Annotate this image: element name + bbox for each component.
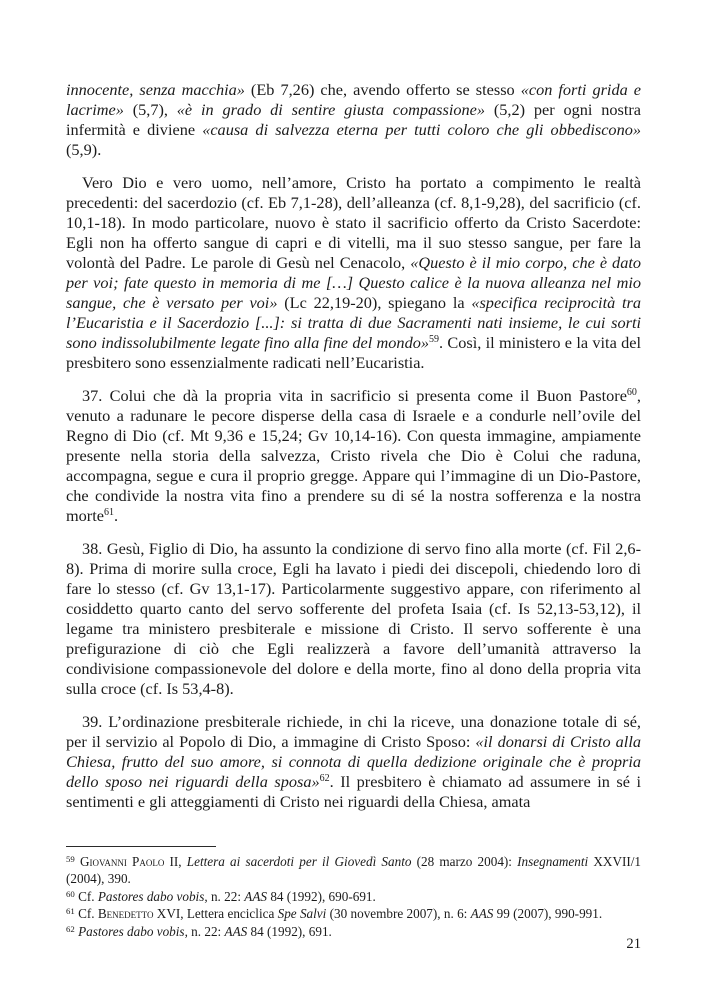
footnote-59 (66, 853, 641, 888)
italic-text-run: Lettera ai sacerdoti per il Giovedì Santo (186, 854, 412, 869)
text-run: XVI, Lettera enciclica (153, 906, 278, 922)
paragraph-continuation (66, 80, 641, 160)
text-run: Cf. (74, 906, 98, 922)
italic-text-run: «il donarsi di Cristo alla Chiesa, frutto del suo amore, si connota di quella dedizione originale che è propria dello sposo nei riguardi della sposa» (66, 732, 641, 791)
paragraph-39 (66, 712, 641, 812)
italic-text-run: AAS (470, 906, 494, 922)
text-run: 84 (1992), 690-691. (267, 888, 376, 904)
text-run: (30 novembre 2007), n. 6: (326, 906, 471, 922)
text-run: , n. 22: (204, 888, 245, 904)
footnote-62 (66, 923, 641, 940)
footnote-separator (66, 846, 216, 847)
italic-text-run: Insegnamenti (517, 854, 589, 869)
document-body (66, 80, 641, 825)
text-run: XXVII/1 (2004), 390. (66, 854, 642, 887)
text-run: 39. L’ordinazione presbiterale richiede, in chi la riceve, una donazione totale di sé, per il servizio al Popolo di Dio, a immagine di Cristo Sposo: (66, 712, 641, 751)
italic-text-run: AAS (244, 888, 268, 904)
text-run: 37. Colui che dà la propria vita in sacrificio si presenta come il Buon Pastore (82, 386, 627, 405)
text-run: . Il presbitero è chiamato ad assumere in sé i sentimenti e gli atteggiamenti di Cristo nei riguardi della Chiesa, amata (66, 772, 641, 811)
paragraph-38 (66, 539, 641, 699)
text-run: (5,2) per ogni nostra infermità e diviene (66, 100, 642, 139)
text-run: 38. Gesù, Figlio di Dio, ha assunto la condizione di servo fino alla morte (cf. Fil 2,6-8). Prima di morire sulla croce, Egli ha lavato i piedi dei discepoli, chiedendo loro di fare lo stesso (cf. Gv 13,1-17). Particolarmente suggestivo appare, con riferimento al cosiddetto quarto canto del servo sofferente del profeta Isaia (cf. Is 52,13-53,12), il legame tra ministero presbiterale e missione di Cristo. Il servo sofferente è una prefigurazione di ciò che Egli realizzerà a favore dell’umanità attraverso la condivisione compassionevole del dolore e della morte, fino al dono della propria vita sulla croce (cf. Is 53,4-8). (66, 539, 641, 698)
text-run: 84 (1992), 691. (247, 923, 332, 939)
footnote-ref: 62 (319, 773, 330, 784)
italic-text-run: AAS (224, 923, 248, 939)
text-run: . Così, il ministero e la vita del presbitero sono essenzialmente radicati nell’Eucaristia. (66, 333, 641, 372)
italic-text-run: «specifica reciprocità tra l’Eucaristia e il Sacerdozio [...]: si tratta di due Sacramenti nati insieme, le cui sorti sono indissolubilmente legate fino alla fine del mondo» (66, 293, 641, 352)
italic-text-run: Spe Salvi (277, 906, 327, 922)
text-run: , n. 22: (184, 923, 225, 939)
footnote-ref: 59 (66, 854, 75, 864)
paragraph-vero-dio (66, 173, 641, 373)
italic-text-run: innocente, senza macchia» (66, 80, 245, 99)
footnote-ref: 61 (103, 507, 114, 518)
italic-text-run: «è in grado di sentire giusta compassione» (176, 100, 486, 119)
italic-text-run: Pastores dabo vobis (78, 923, 185, 939)
footnote-ref: 60 (626, 387, 637, 398)
text-run: . (113, 506, 119, 525)
paragraph-37 (66, 386, 641, 526)
footnote-ref: 60 (66, 888, 75, 899)
italic-text-run: «causa di salvezza eterna per tutti coloro che gli obbediscono» (202, 120, 641, 139)
text-run: , (178, 854, 187, 869)
footnote-60 (66, 888, 641, 905)
text-run: (Lc 22,19-20), spiegano la (277, 293, 472, 312)
footnotes-section (66, 846, 641, 940)
smallcaps-text-run: Benedetto (97, 906, 154, 922)
footnote-ref: 59 (429, 334, 439, 345)
text-run: (5,9). (66, 140, 102, 159)
text-run: 99 (2007), 990-991. (493, 906, 603, 922)
italic-text-run: «con forti grida e lacrime» (66, 80, 641, 119)
text-run: , venuto a radunare le pecore disperse della casa di Israele e a condurle nell’ovile del Regno di Dio (cf. Mt 9,36 e 15,24; Gv 10,14-16). Con questa immagine, ampiamente presente nella storia della salvezza, Cristo rivela che Dio è Colui che raduna, accompagna, segue e cura il proprio gregge. Appare qui l’immagine di un Dio-Pastore, che condivide la nostra vita fino a prendere su di sé la nostra sofferenza e la nostra morte (66, 386, 641, 525)
footnote-ref: 61 (66, 906, 75, 917)
italic-text-run: Pastores dabo vobis (97, 888, 205, 904)
text-run: (Eb 7,26) che, avendo offerto se stesso (244, 80, 521, 99)
footnote-61 (66, 905, 641, 922)
footnote-ref: 62 (66, 923, 75, 934)
text-run: (28 marzo 2004): (411, 854, 518, 869)
text-run: (5,7), (123, 100, 177, 119)
text-run: Vero Dio e vero uomo, nell’amore, Cristo ha portato a compimento le realtà precedenti: del sacerdozio (cf. Eb 7,1-28), dell’alleanza (cf. 8,1-9,28), del sacrificio (cf. 10,1-18). In modo particolare, nuovo è stato il sacrificio offerto da Cristo Sacerdote: Egli non ha offerto sangue di capri e di vitelli, ma il suo stesso sangue, per fare la volontà del Padre. Le parole di Gesù nel Cenacolo, (66, 173, 641, 272)
page-number: 21 (626, 936, 641, 952)
smallcaps-text-run: Giovanni Paolo II (74, 854, 179, 869)
italic-text-run: «Questo è il mio corpo, che è dato per voi; fate questo in memoria di me […] Questo calice è la nuova alleanza nel mio sangue, che è versato per voi» (66, 253, 641, 312)
text-run: Cf. (74, 888, 98, 904)
